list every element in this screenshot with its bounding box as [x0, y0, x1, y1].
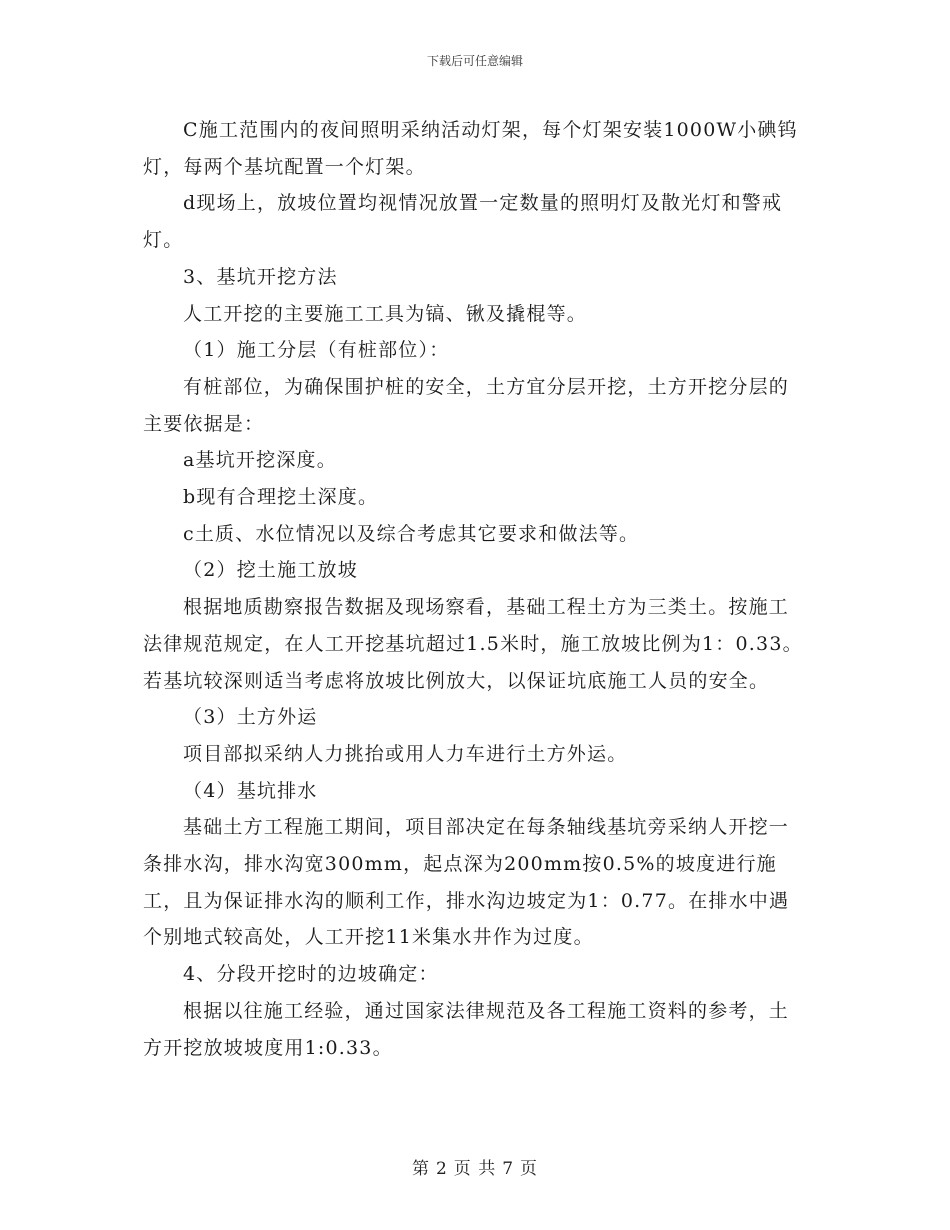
paragraph: d现场上，放坡位置均视情况放置一定数量的照明灯及散光灯和警戒灯。	[143, 192, 783, 252]
list-item: c土质、水位情况以及综合考虑其它要求和做法等。	[183, 522, 640, 545]
paragraph: 有桩部位，为确保围护桩的安全，土方宜分层开挖，土方开挖分层的主要依据是：	[143, 375, 790, 435]
page-footer	[0, 1154, 950, 1179]
paragraph: C施工范围内的夜间照明采纳活动灯架，每个灯架安装1000W小碘钨灯，每两个基坑配置一个灯架。	[143, 119, 798, 178]
list-item: b现有合理挖土深度。	[183, 486, 379, 509]
section-heading: 3、基坑开挖方法	[183, 265, 338, 288]
paragraph: 根据地质勘察报告数据及现场察看，基础工程土方为三类土。按施工法律规范规定，在人工开挖基坑超过1.5米时，施工放坡比例为1：0.33。若基坑较深则适当考虑将放坡比例放大，以保证坑底施工人员的安全。	[143, 596, 803, 692]
footer-current-page: 2	[435, 1159, 448, 1179]
section-heading: 4、分段开挖时的边坡确定：	[183, 963, 439, 986]
paragraph: 基础土方工程施工期间，项目部决定在每条轴线基坑旁采纳人开挖一条排水沟，排水沟宽300mm，起点深为200mm按0.5%的坡度进行施工，且为保证排水沟的顺利工作，排水沟边坡定为1：0.77。在排水中遇个别地式较高处，人工开挖11米集水井作为过度。	[143, 816, 790, 949]
document-body	[143, 112, 808, 1066]
subsection-heading: （4）基坑排水	[183, 779, 318, 802]
subsection-heading: （3）土方外运	[183, 706, 318, 729]
paragraph: 根据以往施工经验，通过国家法律规范及各工程施工资料的参考，土方开挖放坡坡度用1:0.33。	[143, 999, 790, 1059]
list-item: a基坑开挖深度。	[183, 449, 337, 472]
subsection-heading: （2）挖土施工放坡	[183, 559, 358, 582]
footer-prefix: 第	[411, 1159, 430, 1179]
subsection-heading: （1）施工分层（有桩部位）：	[183, 339, 450, 362]
footer-suffix: 页	[520, 1159, 539, 1179]
header-note: 下载后可任意编辑	[426, 54, 523, 68]
footer-middle: 页 共	[453, 1159, 497, 1179]
paragraph: 人工开挖的主要施工工具为镐、锹及撬棍等。	[183, 302, 588, 325]
footer-total-pages: 7	[502, 1159, 515, 1179]
paragraph: 项目部拟采纳人力挑抬或用人力车进行土方外运。	[183, 742, 628, 765]
